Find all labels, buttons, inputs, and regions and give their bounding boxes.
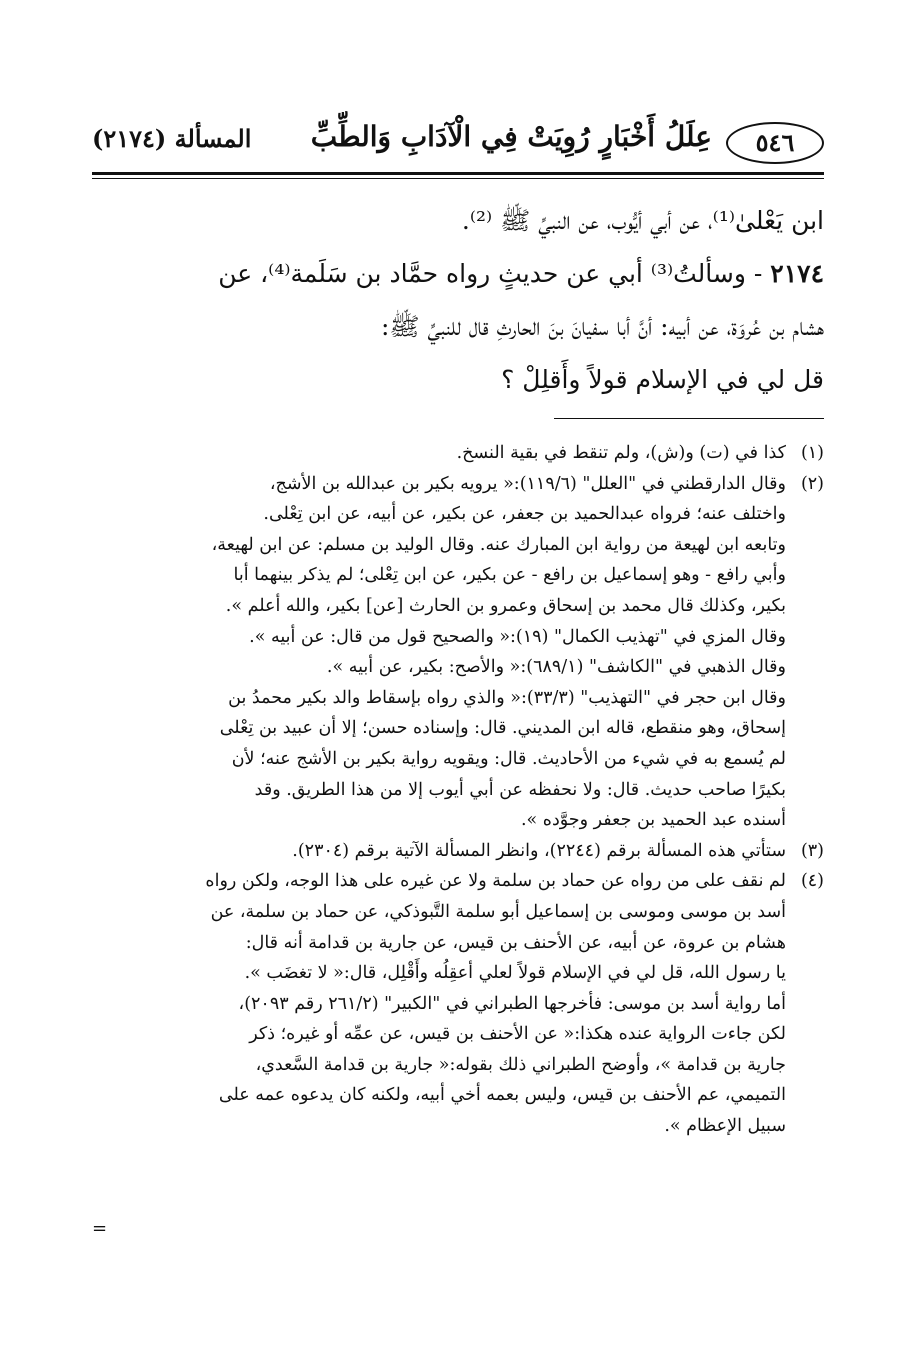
footnote-line: سبيل الإعظام ». (664, 1116, 786, 1137)
footnote-line: وقال المزي في "تهذيب الكمال" (١٩):« والصحيح قول من قال: عن أبيه ». (249, 626, 786, 647)
footnote-line: كذا في (ت) و(ش)، ولم تنقط في بقية النسخ. (456, 443, 786, 463)
footnotes (92, 438, 824, 1142)
footnote (92, 438, 824, 469)
footnote-separator (554, 418, 824, 419)
footnote (92, 469, 824, 836)
footnote-mark: (١) (800, 443, 824, 463)
footnote-line: وأبي رافع - وهو إسماعيل بن رافع - عن بكير، عن ابن تِعْلى؛ لم يذكر بينهما أبا (233, 565, 786, 586)
footnote-line: أما رواية أسد بن موسى: فأخرجها الطبراني في "الكبير" (٢٦١/٢ رقم ٢٠٩٣)، (238, 993, 786, 1014)
footnote-line: واختلف عنه؛ فرواه عبدالحميد بن جعفر، عن بكير، عن أبيه، عن ابن تِعْلى. (263, 504, 786, 525)
page-number: ٥٤٦ (726, 122, 824, 164)
footnote-line: ستأتي هذه المسألة برقم (٢٢٤٤)، وانظر المسألة الآتية برقم (٢٣٠٤). (292, 840, 786, 861)
footnote-mark: (٣) (800, 840, 824, 861)
footnote (92, 866, 824, 1141)
footnote (92, 836, 824, 867)
header-rule-thick (92, 172, 824, 175)
footnote-mark: (٢) (800, 473, 824, 494)
main-line: ابن يَعْلىٰ⁽¹⁾، عن أبي أيُّوب، عن النبيِّ ﷺ ⁽²⁾. (461, 206, 824, 235)
main-line: قل لي في الإسلام قولاً وأَقلِلْ ؟ (501, 365, 824, 394)
footnote-line: وقال ابن حجر في "التهذيب" (٣٣/٣):« والذي رواه بإسقاط والد بكير محمدُ بن (228, 687, 786, 708)
footnote-line: بكيرًا صاحب حديث. قال: ولا نحفظه عن أبي أيوب إلا من هذا الطريق. وقد (254, 779, 786, 800)
page-header (92, 118, 824, 170)
footnote-line: وقال الدارقطني في "العلل" (١١٩/٦):« يرويه بكير بن عبدالله بن الأشج، (269, 473, 786, 494)
footnote-line: جارية بن قدامة »، وأوضح الطبراني ذلك بقوله:« جارية بن قدامة السَّعدي، (255, 1054, 786, 1075)
issue-label: المسألة (٢١٧٤) (92, 124, 252, 153)
main-line-text: - وسألتُ⁽³⁾ أبي عن حديثٍ رواه حمَّاد بن سَلَمة⁽⁴⁾، عن (218, 259, 771, 288)
footnote-line: بكير، وكذلك قال محمد بن إسحاق وعمرو بن الحارث [عن] بكير، والله أعلم ». (225, 595, 786, 616)
footnote-mark: (٤) (800, 871, 824, 892)
footnote-line: لكن جاءت الرواية عنده هكذا:« عن الأحنف بن قيس، عن عمِّه أو غيره؛ ذكر (249, 1024, 786, 1045)
footnote-line: وقال الذهبي في "الكاشف" (٦٨٩/١):« والأصح: بكير، عن أبيه ». (326, 657, 786, 678)
book-title: عِلَلُ أَخْبَارٍ رُوِيَتْ فِي الْآدَابِ وَالطِّبِّ (310, 120, 712, 153)
issue-number: ٢١٧٤ (770, 259, 824, 288)
footnote-line: هشام بن عروة، عن أبيه، عن الأحنف بن قيس، عن جارية بن قدامة أنه قال: (245, 932, 786, 953)
header-rule-thin (92, 178, 824, 179)
footnote-line: يا رسول الله، قل لي في الإسلام قولاً لعلي أعقِلُه وأَقْلِل، قال:« لا تغضَب ». (244, 963, 786, 984)
footnote-line: أسد بن موسى وموسى بن إسماعيل أبو سلمة التَّبوذكي، عن حماد بن سلمة، عن (210, 901, 786, 922)
footnote-line: وتابعه ابن لهيعة من رواية ابن المبارك عنه. وقال الوليد بن مسلم: عن ابن لهيعة، (211, 534, 786, 555)
main-text (92, 194, 824, 406)
footnote-line: إسحاق، وهو منقطع، قاله ابن المديني. قال: وإسناده حسن؛ إلا أن عبيد بن تِعْلى (219, 718, 786, 739)
footnote-line: أسنده عبد الحميد بن جعفر وجوَّده ». (520, 810, 786, 831)
main-line (92, 247, 824, 300)
footnote-line: لم نقف على من رواه عن حماد بن سلمة ولا عن غيره على هذا الوجه، ولكن رواه (205, 871, 786, 892)
footnote-line: لم يُسمع به في شيء من الأحاديث. قال: ويقويه رواية بكير بن الأشج عنه؛ لأن (231, 748, 786, 769)
continuation-mark: = (92, 1218, 108, 1239)
footnote-line: التميمي، عم الأحنف بن قيس، وليس بعمه أخي أبيه، ولكنه كان يدعوه عمه على (218, 1085, 786, 1106)
main-line: هشام بن عُروَة، عن أبيه: أنَّ أبا سفيانَ بنَ الحارثِ قال للنبيِّ ﷺ: (380, 312, 824, 341)
